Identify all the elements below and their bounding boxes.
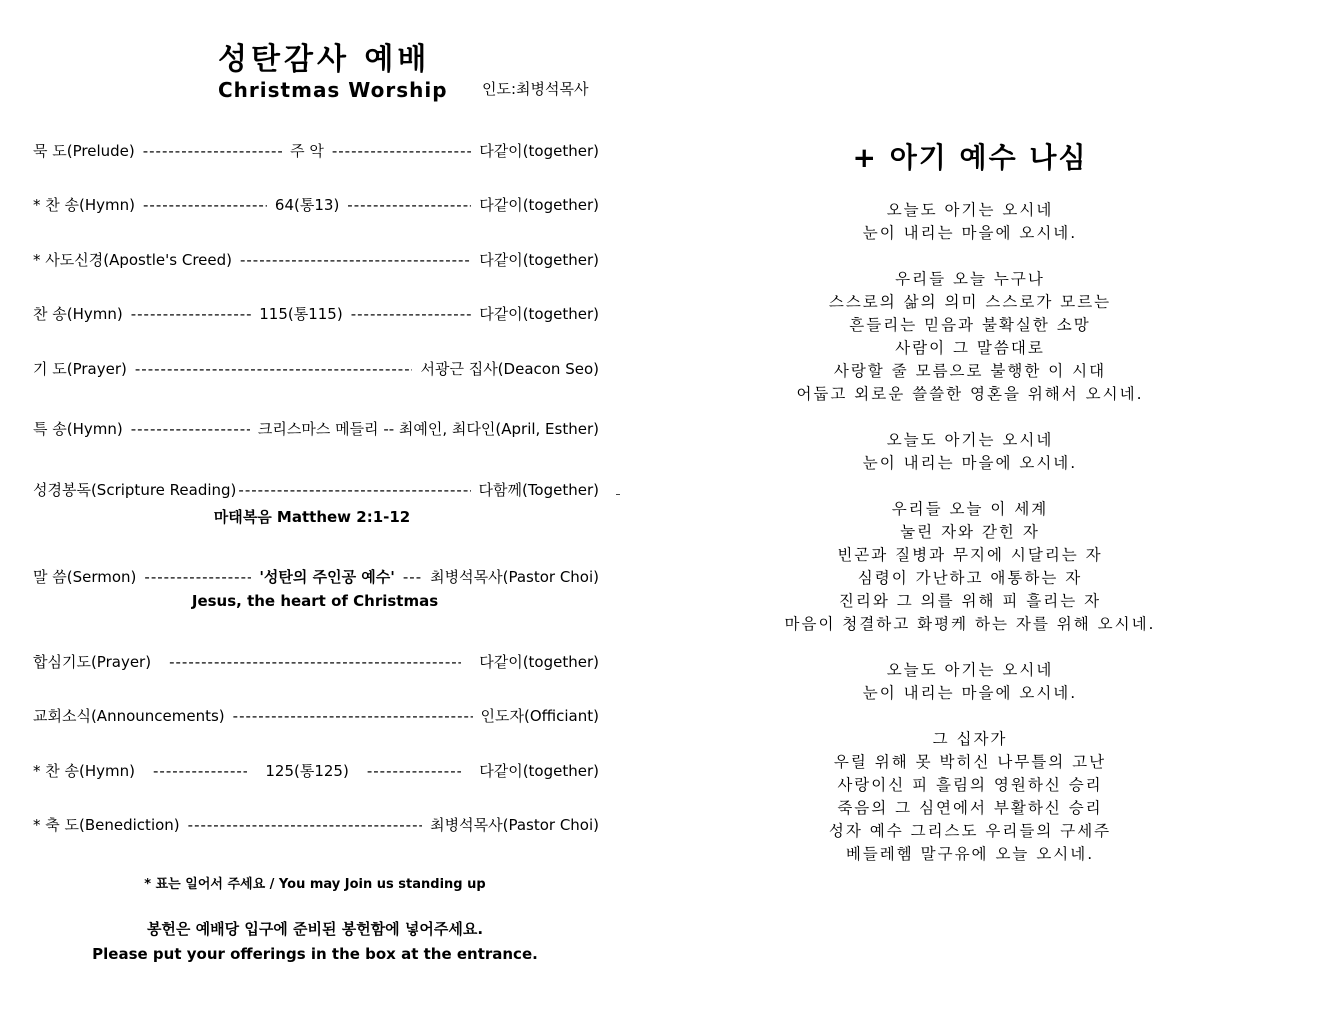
offering-notice-en: Please put your offerings in the box at the entrance. [92, 945, 538, 963]
order-item-detail: 크리스마스 메들리 -- 최예인, 최다인(April, Esther) [257, 420, 599, 438]
leader-dashes [233, 707, 473, 725]
poem-line: 그 십자가 [932, 730, 1008, 748]
order-item-name: * 사도신경(Apostle's Creed) [33, 251, 232, 269]
order-item-name: 교회소식(Announcements) [33, 707, 225, 725]
poem-line: 심령이 가난하고 애통하는 자 [857, 569, 1083, 587]
order-item-name: 특 송(Hymn) [33, 420, 123, 438]
poem-line: 눈이 내리는 마을에 오시네. [862, 224, 1078, 242]
poem-line: 성자 예수 그리스도 우리들의 구세주 [828, 822, 1112, 840]
leader-label: 인도:최병석목사 [482, 80, 589, 98]
order-item-leader: 다같이(together) [479, 653, 599, 671]
poem-body [760, 199, 1180, 889]
order-item-leader: 다같이(together) [479, 196, 599, 214]
order-item-name: * 축 도(Benediction) [33, 816, 180, 834]
order-item-name: * 찬 송(Hymn) [33, 196, 135, 214]
order-item-name: 합심기도(Prayer) [33, 653, 152, 671]
order-item-leader: 최병석목사(Pastor Choi) [430, 816, 599, 834]
leader-dashes [351, 305, 472, 323]
poem-stanza [760, 429, 1180, 475]
order-item-name: * 찬 송(Hymn) [33, 762, 135, 780]
poem-line: 오늘도 아기는 오시네 [886, 201, 1054, 219]
leader-dashes [153, 762, 247, 780]
sermon-title: '성탄의 주인공 예수' [259, 568, 395, 586]
order-row-prayer [33, 358, 599, 379]
leader-dashes: --- [402, 568, 423, 586]
poem-line: 우릴 위해 못 박히신 나무틀의 고난 [833, 753, 1107, 771]
poem-line: 사랑할 줄 모름으로 불행한 이 시대 [833, 362, 1107, 380]
order-row-special-hymn [33, 418, 599, 439]
title-english: Christmas Worship [218, 78, 448, 102]
leader-dashes [143, 142, 282, 160]
poem-line: 마음이 청결하고 화평케 하는 자를 위해 오시네. [784, 615, 1156, 633]
poem-line: 사랑이신 피 흘림의 영원하신 승리 [837, 776, 1103, 794]
order-item-detail: 115(통115) [259, 305, 343, 323]
poem-stanza [760, 728, 1180, 866]
order-row-announcements [33, 705, 599, 726]
order-item-leader: 다같이(together) [479, 762, 599, 780]
poem-line: 스스로의 삶의 의미 스스로가 모르는 [828, 293, 1112, 311]
order-item-leader: 다같이(together) [479, 142, 599, 160]
leader-dashes [332, 142, 471, 160]
order-row-benediction [33, 814, 599, 835]
leader-dashes [347, 196, 471, 214]
scripture-reference: 마태복음 Matthew 2:1-12 [213, 508, 411, 526]
poem-line: 죽음의 그 심연에서 부활하신 승리 [837, 799, 1103, 817]
order-item-leader: 최병석목사(Pastor Choi) [430, 568, 599, 586]
stray-mark [616, 494, 620, 495]
order-item-name: 찬 송(Hymn) [33, 305, 123, 323]
order-item-leader: 인도자(Officiant) [480, 707, 599, 725]
offering-notice-ko: 봉헌은 예배당 입구에 준비된 봉헌함에 넣어주세요. [146, 920, 484, 938]
order-row-hymn-3 [33, 760, 599, 781]
order-item-name: 묵 도(Prelude) [33, 142, 135, 160]
leader-dashes [131, 420, 250, 438]
order-item-name: 기 도(Prayer) [33, 360, 127, 378]
title-korean: 성탄감사 예배 [218, 42, 431, 77]
order-row-prelude [33, 140, 599, 161]
poem-line: 어둡고 외로운 쓸쓸한 영혼을 위해서 오시네. [796, 385, 1144, 403]
leader-dashes [143, 196, 267, 214]
leader-dashes [188, 816, 422, 834]
poem-line: 오늘도 아기는 오시네 [886, 431, 1054, 449]
order-row-unison-prayer [33, 651, 599, 672]
order-item-name: 말 씀(Sermon) [33, 568, 137, 586]
order-item-leader: 다함께(Together) [478, 481, 599, 499]
leader-dashes [367, 762, 461, 780]
poem-stanza [760, 199, 1180, 245]
poem-stanza [760, 659, 1180, 705]
poem-line: 우리들 오늘 누구나 [895, 270, 1045, 288]
poem-line: 우리들 오늘 이 세계 [891, 500, 1049, 518]
leader-dashes [144, 568, 251, 586]
leader-dashes [135, 360, 413, 378]
poem-line: 오늘도 아기는 오시네 [886, 661, 1054, 679]
order-item-leader: 다같이(together) [479, 251, 599, 269]
order-row-sermon [33, 566, 599, 587]
leader-dashes [131, 305, 252, 323]
order-item-detail: 주 악 [290, 142, 324, 160]
poem-line: 사람이 그 말씀대로 [895, 339, 1045, 357]
order-item-leader: 다같이(together) [479, 305, 599, 323]
order-item-leader: 서광근 집사(Deacon Seo) [420, 360, 599, 378]
sermon-subtitle: Jesus, the heart of Christmas [191, 592, 439, 610]
poem-line: 흔들리는 믿음과 불확실한 소망 [849, 316, 1091, 334]
poem-line: 진리와 그 의를 위해 피 흘리는 자 [838, 592, 1102, 610]
poem-line: 빈곤과 질병과 무지에 시달리는 자 [837, 546, 1103, 564]
leader-dashes [169, 653, 461, 671]
order-row-creed [33, 249, 599, 270]
standing-note: * 표는 일어서 주세요 / You may Join us standing up [144, 877, 486, 892]
poem-stanza [760, 498, 1180, 636]
poem-line: 눌린 자와 갇힌 자 [900, 523, 1040, 541]
leader-dashes [238, 481, 470, 499]
poem-stanza [760, 268, 1180, 406]
leader-dashes [240, 251, 471, 269]
order-item-detail: 64(통13) [274, 196, 340, 214]
poem-title: + 아기 예수 나심 [852, 141, 1088, 174]
poem-line: 베들레헴 말구유에 오늘 오시네. [845, 845, 1095, 863]
order-row-hymn-1 [33, 194, 599, 215]
poem-line: 눈이 내리는 마을에 오시네. [862, 454, 1078, 472]
order-row-hymn-2 [33, 303, 599, 324]
order-row-scripture [33, 479, 599, 500]
order-item-detail: 125(통125) [265, 762, 349, 780]
order-item-name: 성경봉독(Scripture Reading) [33, 481, 237, 499]
poem-line: 눈이 내리는 마을에 오시네. [862, 684, 1078, 702]
